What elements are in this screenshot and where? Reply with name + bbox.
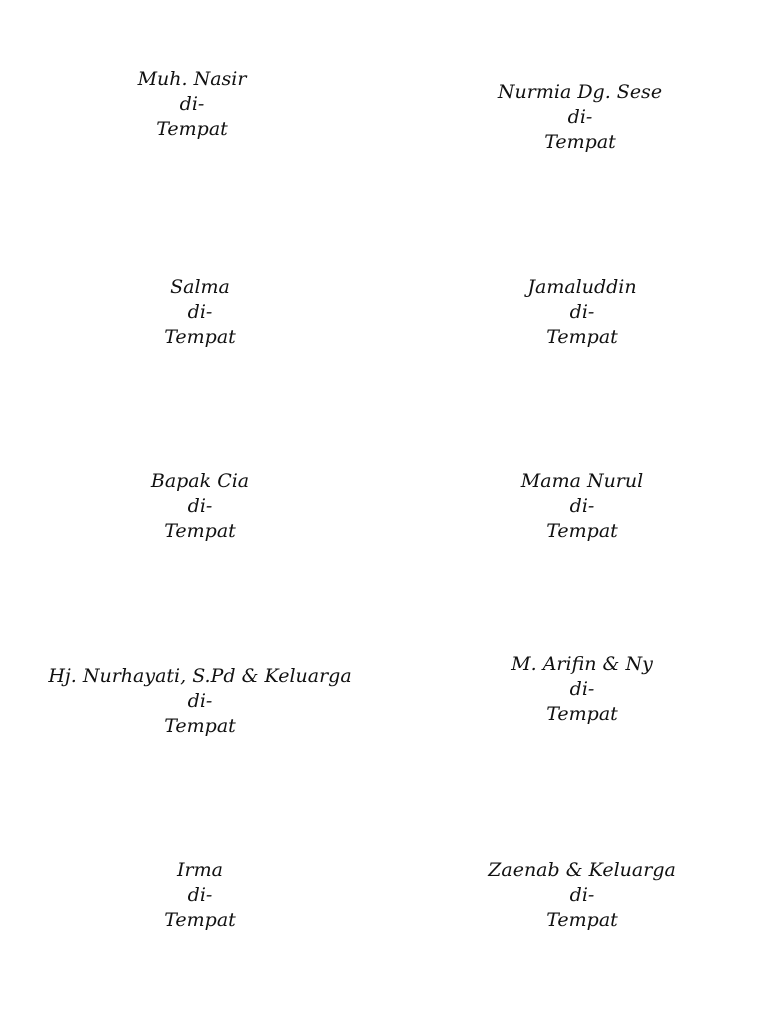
location-text: Tempat <box>164 909 236 931</box>
location-prefix: di- <box>567 106 593 128</box>
recipient-name: Jamaluddin <box>527 276 637 298</box>
address-label-6 <box>412 469 752 544</box>
address-label-3 <box>30 275 370 350</box>
location-prefix: di- <box>569 301 595 323</box>
recipient-name: Salma <box>170 276 230 298</box>
address-label-10 <box>412 858 752 933</box>
location-text: Tempat <box>544 131 616 153</box>
location-prefix: di- <box>187 495 213 517</box>
address-label-1 <box>22 67 362 142</box>
recipient-name: Irma <box>177 859 223 881</box>
location-text: Tempat <box>546 703 618 725</box>
recipient-name: Muh. Nasir <box>137 68 247 90</box>
location-text: Tempat <box>546 520 618 542</box>
location-text: Tempat <box>546 909 618 931</box>
recipient-name: M. Arifin & Ny <box>511 653 653 675</box>
location-prefix: di- <box>569 495 595 517</box>
recipient-name: Bapak Cia <box>150 470 250 492</box>
location-text: Tempat <box>164 520 236 542</box>
address-label-5 <box>30 469 370 544</box>
recipient-name: Zaenab & Keluarga <box>488 859 676 881</box>
recipient-name: Mama Nurul <box>520 470 644 492</box>
location-text: Tempat <box>164 715 236 737</box>
location-prefix: di- <box>187 884 213 906</box>
location-prefix: di- <box>569 884 595 906</box>
recipient-name: Hj. Nurhayati, S.Pd & Keluarga <box>48 665 352 687</box>
location-text: Tempat <box>546 326 618 348</box>
location-prefix: di- <box>187 301 213 323</box>
address-label-8 <box>412 652 752 727</box>
location-prefix: di- <box>179 93 205 115</box>
address-label-9 <box>30 858 370 933</box>
location-prefix: di- <box>569 678 595 700</box>
recipient-name: Nurmia Dg. Sese <box>497 81 663 103</box>
address-label-7 <box>30 664 370 739</box>
address-label-2 <box>410 80 750 155</box>
location-text: Tempat <box>164 326 236 348</box>
location-text: Tempat <box>156 118 228 140</box>
location-prefix: di- <box>187 690 213 712</box>
address-label-4 <box>412 275 752 350</box>
